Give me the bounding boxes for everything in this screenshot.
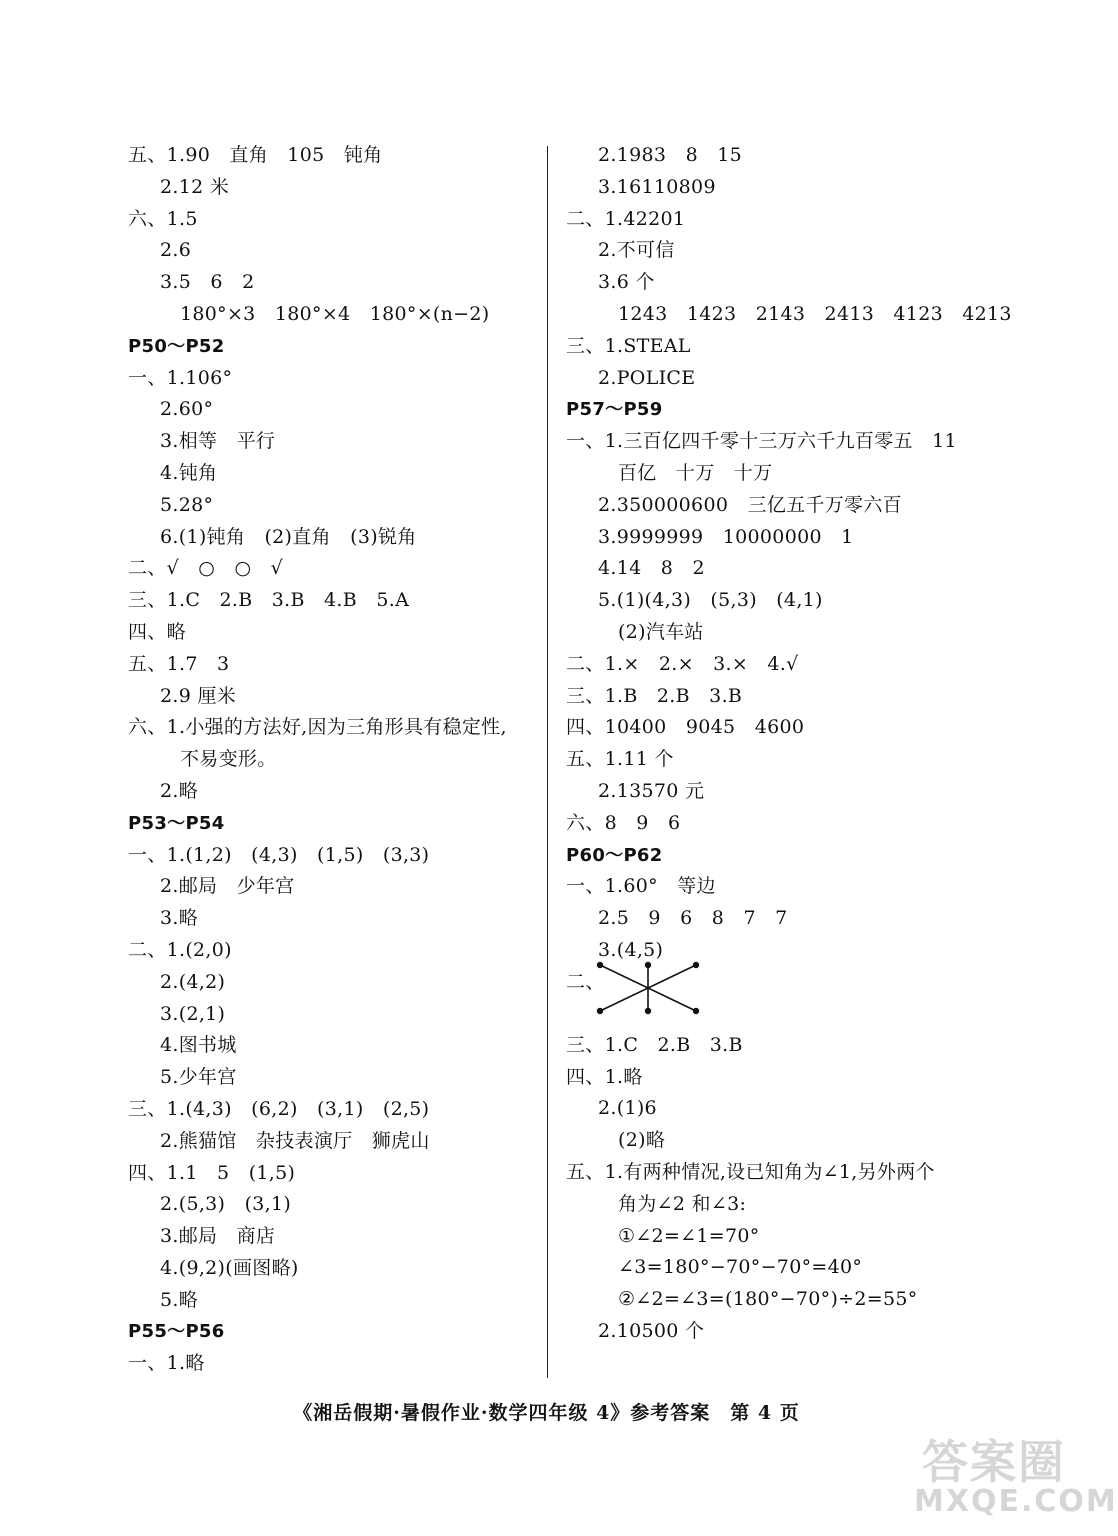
- watermark-logo: [904, 1426, 1118, 1526]
- section-header: P55～P56: [128, 1321, 225, 1343]
- matching-dot: [597, 962, 603, 968]
- watermark-bottom: MXQE.COM: [914, 1484, 1118, 1519]
- section-header: P57～P59: [566, 399, 663, 421]
- matching-dot: [645, 962, 651, 968]
- answer-line: 五、1.有两种情况,设已知角为∠1,另外两个: [566, 1160, 935, 1183]
- answer-line: 三、1.(4,3) (6,2) (3,1) (2,5): [128, 1097, 430, 1120]
- answer-line: 三、1.B 2.B 3.B: [566, 684, 743, 707]
- answer-line: 二、1.42201: [566, 207, 686, 230]
- answer-line: 2.12 米: [160, 175, 230, 198]
- watermark-top: 答案圈: [922, 1435, 1066, 1489]
- answer-line: 不易变形。: [180, 748, 277, 771]
- page-footer: 《湘岳假期·暑假作业·数学四年级 4》参考答案 第 4 页: [293, 1402, 800, 1424]
- answer-line: 5.略: [160, 1288, 199, 1311]
- answer-line: 6.(1)钝角 (2)直角 (3)锐角: [160, 525, 417, 548]
- answer-line: 四、1.略: [566, 1065, 643, 1088]
- answer-line: 一、1.(1,2) (4,3) (1,5) (3,3): [128, 843, 430, 866]
- section-header: P50～P52: [128, 335, 225, 357]
- answer-line: 4.图书城: [160, 1034, 237, 1057]
- answer-line: 二、√ ○ ○ √: [128, 557, 284, 580]
- answer-line: 二、1.(2,0): [128, 938, 232, 961]
- answer-line: 3.(4,5): [598, 938, 664, 961]
- answer-line: 3.邮局 商店: [160, 1225, 276, 1248]
- matching-dot: [693, 1008, 699, 1014]
- answer-line: 4.(9,2)(画图略): [160, 1256, 299, 1279]
- answer-line: 2.不可信: [598, 239, 675, 262]
- answer-line: 5.(1)(4,3) (5,3) (4,1): [598, 589, 823, 612]
- answer-line: 4.钝角: [160, 461, 218, 484]
- answer-line: 3.16110809: [598, 175, 716, 198]
- answer-line: 4.14 8 2: [598, 557, 705, 580]
- answer-line: 2.POLICE: [598, 366, 696, 389]
- answer-line: 2.1983 8 15: [598, 144, 743, 166]
- answer-line: 3.略: [160, 907, 199, 930]
- answer-line: 三、1.C 2.B 3.B 4.B 5.A: [128, 589, 410, 612]
- answer-line: 2.(5,3) (3,1): [160, 1193, 292, 1216]
- answer-line: 2.10500 个: [598, 1319, 705, 1342]
- answer-line: 一、1.106°: [128, 366, 233, 389]
- left-column: [128, 140, 538, 1380]
- answer-line: 二、1.× 2.× 3.× 4.√: [566, 652, 799, 675]
- answer-line: 2.熊猫馆 杂技表演厅 狮虎山: [160, 1129, 430, 1152]
- answer-line: 2.13570 元: [598, 779, 705, 802]
- answer-line: 2.略: [160, 779, 199, 802]
- answer-line: 1243 1423 2143 2413 4123 4213: [618, 302, 1012, 325]
- right-column: [566, 140, 1012, 1348]
- answer-line: ①∠2=∠1=70°: [618, 1224, 760, 1247]
- answer-line: 三、1.STEAL: [566, 334, 691, 357]
- matching-dot: [645, 1008, 651, 1014]
- answer-line: 百亿 十万 十万: [618, 461, 773, 484]
- answer-label: 二、: [566, 970, 605, 993]
- answer-line: 3.5 6 2: [160, 271, 255, 294]
- answer-line: 2.邮局 少年宫: [160, 875, 295, 898]
- answer-line: 3.9999999 10000000 1: [598, 525, 854, 548]
- answer-line: 2.9 厘米: [160, 684, 237, 707]
- answer-line: 2.6: [160, 239, 192, 262]
- answer-line: 六、1.5: [128, 207, 198, 230]
- matching-lines-diagram: [592, 959, 702, 1019]
- answer-line: 180°×3 180°×4 180°×(n−2): [180, 302, 490, 325]
- section-header: P60～P62: [566, 844, 663, 866]
- answer-line: ∠3=180°−70°−70°=40°: [618, 1256, 863, 1279]
- answer-line: 3.(2,1): [160, 1002, 226, 1025]
- column-divider: [547, 146, 548, 1378]
- answer-line: (2)略: [618, 1129, 666, 1152]
- answer-line: 一、1.60° 等边: [566, 875, 716, 898]
- answer-line: 3.相等 平行: [160, 430, 276, 453]
- answer-line: 四、略: [128, 620, 186, 643]
- answer-line: 三、1.C 2.B 3.B: [566, 1033, 743, 1056]
- answer-line: 五、1.90 直角 105 钝角: [128, 144, 383, 166]
- answer-line: 一、1.略: [128, 1352, 205, 1375]
- answer-line: 四、1.1 5 (1,5): [128, 1161, 296, 1184]
- answer-line: 2.60°: [160, 398, 214, 421]
- answer-line: [566, 967, 986, 1030]
- answer-line: 六、1.小强的方法好,因为三角形具有稳定性,: [128, 716, 507, 739]
- section-header: P53～P54: [128, 812, 225, 834]
- answer-line: 六、8 9 6: [566, 811, 681, 834]
- answer-line: 一、1.三百亿四千零十三万六千九百零五 11: [566, 430, 957, 453]
- matching-dot: [597, 1008, 603, 1014]
- answer-line: 四、10400 9045 4600: [566, 716, 805, 739]
- matching-dot: [693, 962, 699, 968]
- answer-line: 2.350000600 三亿五千万零六百: [598, 493, 902, 516]
- answer-line: 五、1.11 个: [566, 748, 674, 771]
- answer-line: 角为∠2 和∠3:: [618, 1192, 747, 1215]
- answer-line: 五、1.7 3: [128, 652, 230, 675]
- answer-line: (2)汽车站: [618, 620, 704, 643]
- answer-line: ②∠2=∠3=(180°−70°)÷2=55°: [618, 1288, 918, 1311]
- answer-line: 2.(4,2): [160, 970, 226, 993]
- answer-line: 2.5 9 6 8 7 7: [598, 907, 788, 930]
- answer-line: 5.少年宫: [160, 1066, 237, 1089]
- answer-line: 2.(1)6: [598, 1097, 657, 1120]
- answer-line: 3.6 个: [598, 271, 655, 294]
- answer-line: 5.28°: [160, 493, 214, 516]
